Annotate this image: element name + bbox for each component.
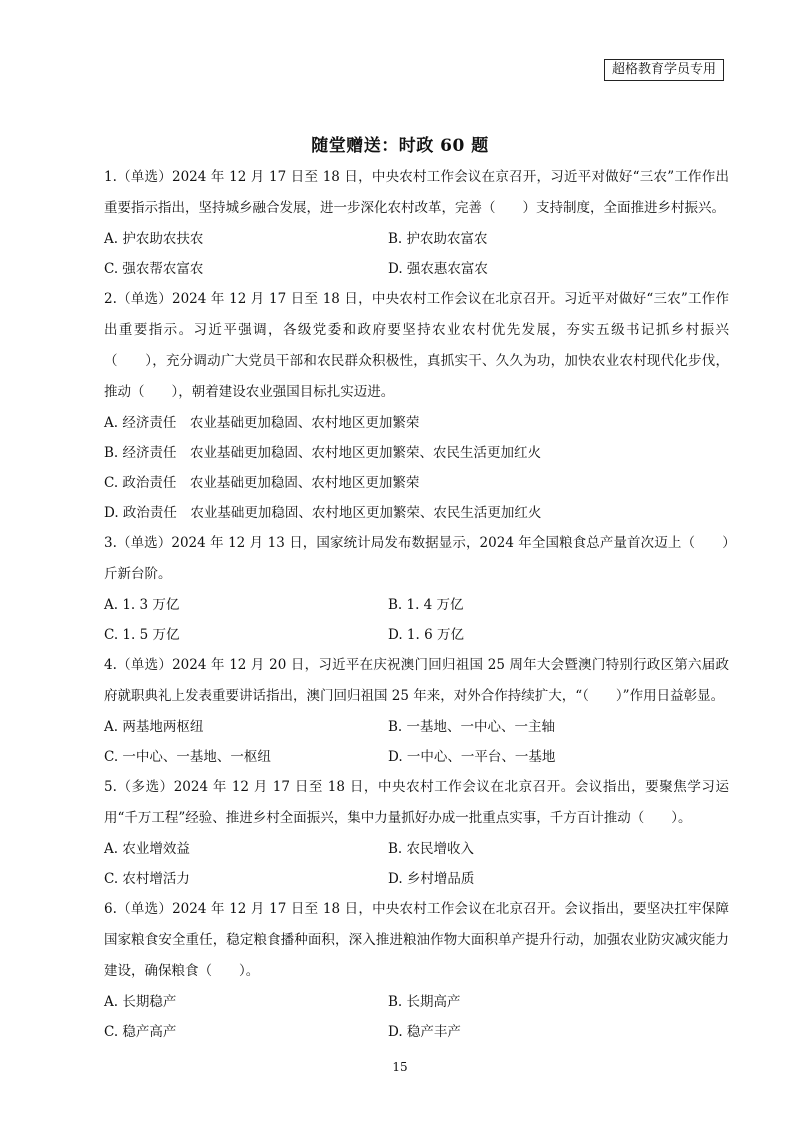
option-d: D. 强农惠农富农 — [388, 261, 488, 277]
option-group — [104, 590, 729, 650]
option-b: B. 长期高产 — [388, 994, 461, 1010]
usage-stamp: 超格教育学员专用 — [604, 59, 724, 81]
option-group — [104, 408, 729, 528]
option-group — [104, 224, 729, 284]
option-c: C. 一中心、一基地、一枢纽 — [104, 749, 271, 765]
question-1 — [104, 162, 729, 284]
option-d: D. 乡村增品质 — [388, 871, 475, 887]
question-stem: 6.（单选）2024 年 12 月 17 日至 18 日，中央农村工作会议在北京召开。会议指出，要坚决扛牢保障国家粮食安全重任，稳定粮食播种面积，深入推进粮油作物大面积单产提升行动，加强农业防灾减灾能力建设，确保粮食（ ）。 — [104, 901, 729, 979]
page-number: 15 — [392, 1060, 408, 1074]
option-d: D. 一中心、一平台、一基地 — [388, 749, 556, 765]
option-b: B. 一基地、一中心、一主轴 — [388, 719, 556, 735]
question-6 — [104, 894, 729, 1047]
option-c: C. 强农帮农富农 — [104, 261, 204, 277]
question-2 — [104, 284, 729, 528]
option-a: A. 长期稳产 — [104, 994, 177, 1010]
option-b: B. 1. 4 万亿 — [388, 597, 464, 613]
option-b: B. 护农助农富农 — [388, 231, 488, 247]
question-stem: 2.（单选）2024 年 12 月 17 日至 18 日，中央农村工作会议在北京召开。习近平对做好“三农”工作作出重要指示。习近平强调，各级党委和政府要坚持农业农村优先发展，夯实五级书记抓乡村振兴（ ），充分调动广大党员干部和农民群众积极性，真抓实干、久久为功，加快农业农村现代化步伐，推动（ ），朝着建设农业强国目标扎实迈进。 — [104, 291, 729, 400]
option-c: C. 1. 5 万亿 — [104, 627, 180, 643]
question-stem: 3.（单选）2024 年 12 月 13 日，国家统计局发布数据显示，2024 年全国粮食总产量首次迈上（ ）斤新台阶。 — [104, 535, 729, 582]
option-d: D. 政治责任 农业基础更加稳固、农村地区更加繁荣、农民生活更加红火 — [104, 505, 542, 521]
option-d: D. 1. 6 万亿 — [388, 627, 464, 643]
option-a: A. 1. 3 万亿 — [104, 597, 180, 613]
option-c: C. 农村增活力 — [104, 871, 190, 887]
option-a: A. 两基地两枢纽 — [104, 719, 204, 735]
question-5 — [104, 772, 729, 894]
option-c: C. 稳产高产 — [104, 1024, 177, 1040]
question-stem: 1.（单选）2024 年 12 月 17 日至 18 日，中央农村工作会议在京召开，习近平对做好“三农”工作作出重要指示指出，坚持城乡融合发展，进一步深化农村改革，完善（ ）支持制度，全面推进乡村振兴。 — [104, 169, 729, 216]
question-3 — [104, 528, 729, 650]
question-4 — [104, 650, 729, 772]
option-c: C. 政治责任 农业基础更加稳固、农村地区更加繁荣 — [104, 475, 420, 491]
option-b: B. 农民增收入 — [388, 841, 475, 857]
option-a: A. 农业增效益 — [104, 841, 190, 857]
question-stem: 4.（单选）2024 年 12 月 20 日，习近平在庆祝澳门回归祖国 25 周年大会暨澳门特别行政区第六届政府就职典礼上发表重要讲话指出，澳门回归祖国 25 年来，对外合作持续扩大，“（ ）”作用日益彰显。 — [104, 657, 729, 704]
option-a: A. 经济责任 农业基础更加稳固、农村地区更加繁荣 — [104, 415, 420, 431]
option-a: A. 护农助农扶农 — [104, 231, 204, 247]
option-group — [104, 834, 729, 894]
question-stem: 5.（多选）2024 年 12 月 17 日至 18 日，中央农村工作会议在北京召开。会议指出，要聚焦学习运用“千万工程”经验、推进乡村全面振兴，集中力量抓好办成一批重点实事，千方百计推动（ ）。 — [104, 779, 729, 826]
option-b: B. 经济责任 农业基础更加稳固、农村地区更加繁荣、农民生活更加红火 — [104, 445, 542, 461]
option-group — [104, 987, 729, 1047]
question-list — [104, 162, 729, 1047]
option-group — [104, 712, 729, 772]
page-title: 随堂赠送：时政 60 题 — [311, 136, 489, 156]
option-d: D. 稳产丰产 — [388, 1024, 461, 1040]
